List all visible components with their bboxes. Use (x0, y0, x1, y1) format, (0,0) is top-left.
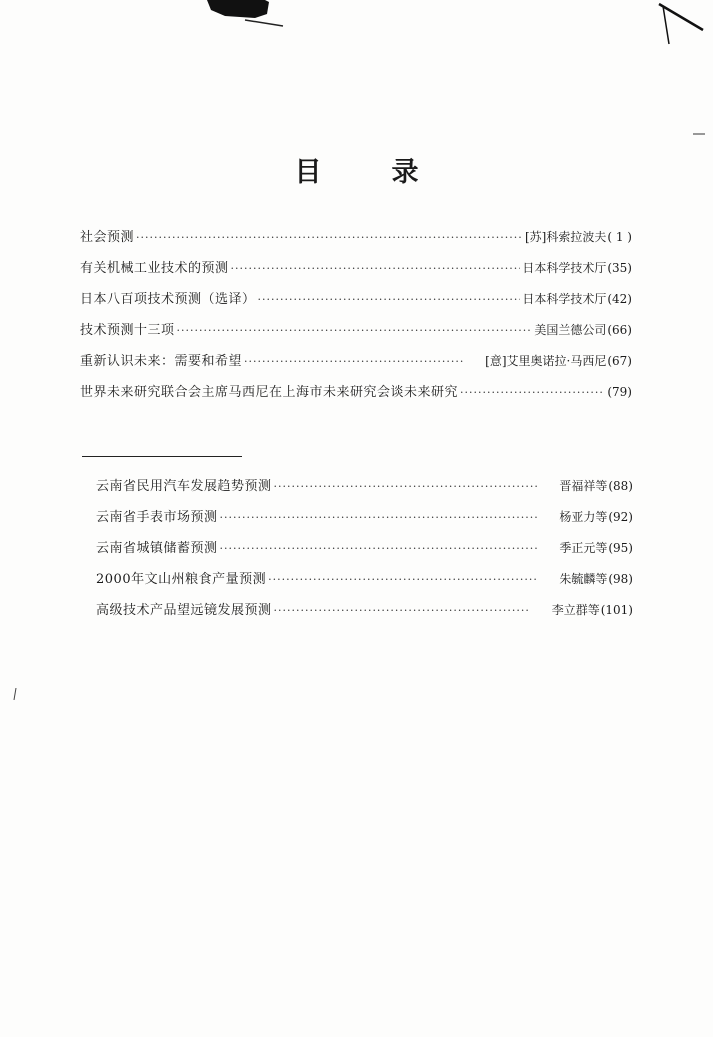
dot-leader (460, 385, 604, 401)
entry-page: (66) (607, 323, 632, 337)
toc-list-main (80, 229, 632, 415)
entry-author: 李立群等 (551, 603, 600, 617)
entry-author: [意]艾里奥诺拉·马西尼 (485, 354, 607, 368)
entry-page: (67) (607, 354, 632, 368)
dot-leader (136, 230, 523, 246)
dot-leader (274, 603, 530, 619)
entry-author: [苏]科索拉波夫 (524, 230, 607, 244)
toc-entry[interactable] (96, 571, 633, 602)
title-char-2: 录 (391, 157, 419, 188)
entry-title: 2000年文山州粮食产量预测 (96, 572, 267, 587)
entry-page: (42) (607, 292, 632, 306)
dot-leader (258, 292, 521, 308)
entry-page: (35) (607, 261, 632, 275)
entry-author: 日本科学技术厅 (522, 261, 607, 275)
entry-author: 日本科学技术厅 (522, 292, 607, 306)
entry-page: (92) (608, 510, 633, 524)
entry-title: 有关机械工业技术的预测 (80, 261, 229, 276)
section-divider (82, 456, 242, 457)
dot-leader (274, 479, 538, 495)
dot-leader (268, 572, 537, 588)
dot-leader (220, 541, 538, 557)
entry-page: (95) (608, 541, 633, 555)
entry-title: 世界未来研究联合会主席马西尼在上海市未来研究会谈未来研究 (80, 385, 459, 400)
scan-speck (12, 688, 18, 700)
dot-leader (220, 510, 538, 526)
entry-author: 季正元等 (559, 541, 608, 555)
scan-speck (693, 132, 705, 136)
toc-entry[interactable] (80, 384, 632, 415)
toc-entry[interactable] (96, 509, 633, 540)
dot-leader (177, 323, 533, 339)
toc-entry[interactable] (80, 322, 632, 353)
toc-list-yunnan (96, 478, 633, 633)
page-title (0, 150, 713, 189)
entry-author: 朱毓麟等 (559, 572, 608, 586)
dot-leader (231, 261, 521, 277)
entry-title: 技术预测十三项 (80, 323, 175, 338)
toc-entry[interactable] (80, 260, 632, 291)
entry-title: 云南省手表市场预测 (96, 510, 218, 525)
toc-entry[interactable] (96, 478, 633, 509)
entry-page: (79) (607, 385, 632, 399)
entry-title: 社会预测 (80, 230, 135, 245)
scan-ink-mark (205, 0, 285, 28)
toc-entry[interactable] (96, 540, 633, 571)
entry-title: 日本八百项技术预测（选译） (80, 292, 256, 307)
entry-page: (101) (600, 603, 633, 617)
toc-entry[interactable] (80, 291, 632, 322)
entry-author: 晋福祥等 (559, 479, 608, 493)
toc-entry[interactable] (80, 229, 632, 260)
entry-title: 云南省城镇储蓄预测 (96, 541, 218, 556)
entry-author: 美国兰德公司 (534, 323, 607, 337)
entry-title: 高级技术产品望远镜发展预测 (96, 603, 272, 618)
toc-entry[interactable] (96, 602, 633, 633)
entry-page: ( 1 ) (607, 230, 632, 244)
entry-page: (88) (608, 479, 633, 493)
title-char-1: 目 (294, 157, 322, 188)
toc-entry[interactable] (80, 353, 632, 384)
entry-author: 杨亚力等 (559, 510, 608, 524)
entry-title: 重新认识未来：需要和希望 (80, 354, 243, 369)
entry-page: (98) (608, 572, 633, 586)
entry-title: 云南省民用汽车发展趋势预测 (96, 479, 272, 494)
dot-leader (244, 354, 463, 370)
scan-ink-mark (655, 0, 707, 46)
